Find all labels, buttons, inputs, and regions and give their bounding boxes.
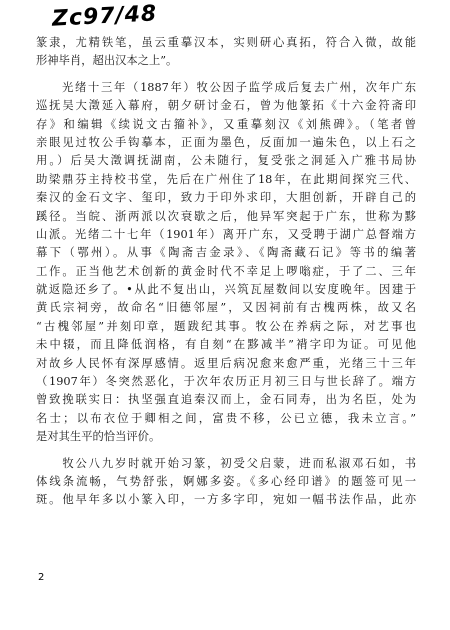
text-line: 存》和编辑《续说文古籀补》，又重摹刻汉《刘熊碑》。（笔者曾 <box>36 117 416 131</box>
handwritten-catalog-note: Zc97/48 <box>51 1 158 32</box>
text-line: 牧公八九岁时就开始习篆，初受父启蒙，进而私淑邓石如，书 <box>36 456 416 470</box>
paragraph-1 <box>36 34 416 71</box>
text-line: “古槐邻屋”并刻印章，题跋纪其事。牧公在养病之际，对艺事也 <box>36 319 416 333</box>
text-line: 亲眼见过牧公手钩摹本，正面为墨色，反面加一遍朱色，以上石之 <box>36 135 416 149</box>
text-line: 工作。正当他艺术创新的黄金时代不幸足上啰嗡症，于了二、三年 <box>36 264 416 278</box>
text-line: 体线条流畅，气势舒张，婀娜多姿。《多心经印谱》的题签可见一 <box>36 474 416 488</box>
page-number: 2 <box>38 572 45 583</box>
text-line: 曾致挽联实日：执坚强直追秦汉而上，金石同寿，出为名臣，处为 <box>36 393 416 407</box>
text-line: 用。）后吴大澂调抚湖南，公未随行，复受张之洞延入广雅书局协 <box>36 154 416 168</box>
text-line: 名士；以布衣位于卿相之间，富贵不移，公已立德，我未立言。” <box>36 411 416 425</box>
text-line: 就返隐还乡了。•从此不复出山，兴筑瓦屋数间以安度晚年。因建于 <box>36 283 416 297</box>
text-line: （1907年）冬突然恶化，于次年农历正月初三日与世长辞了。端方 <box>36 375 416 389</box>
text-line: 是对其生平的恰当评价。 <box>36 430 161 444</box>
paragraph-3 <box>36 455 416 510</box>
text-line: 对故乡人民怀有深厚感情。返里后病况愈来愈严重，光绪三十三年 <box>36 356 416 370</box>
text-line: 未中辍，而且降低润格，有自刻“在黟减半”褙字印为证。可见他 <box>36 338 416 352</box>
text-line: 篆隶，尤精铁笔，虽云重摹汉本，实则研心真拓，符合入微，故能 <box>36 36 416 49</box>
text-line: 蹊径。当皖、浙两派以次衰歇之后，他异军突起于广东，世称为黟 <box>36 209 416 223</box>
text-line: 斑。他早年多以小篆入印，一方多字印，宛如一幅书法作品，此亦 <box>36 493 416 507</box>
paragraph-2 <box>36 79 416 447</box>
text-line: 秦汉的金石文字、玺印，致力于印外求印，大胆创新，开辟自己的 <box>36 191 416 205</box>
text-line: 黄氏宗祠旁，故命名“旧德邻屋”，又因祠前有古槐两株，故又名 <box>36 301 416 315</box>
text-line: 巡抚吴大澂延入幕府，朝夕研讨金石，曾为他篆拓《十六金符斋印 <box>36 99 416 113</box>
body-text <box>36 34 416 510</box>
text-line: 形神毕肖，超出汉本之上”。 <box>36 54 178 68</box>
text-line: 幕下（鄂州）。从事《陶斋吉金录》、《陶斋藏石记》等书的编著 <box>36 246 416 260</box>
text-line: 山派。光绪二十七年（1901年）离开广东，又受聘于湖广总督端方 <box>36 227 416 241</box>
text-line: 助梁鼎芬主持校书堂，先后在广州住了18年，在此期间探究三代、 <box>36 172 416 186</box>
text-line: 光绪十三年（1887年）牧公因子监学成后复去广州，次年广东 <box>36 80 416 94</box>
